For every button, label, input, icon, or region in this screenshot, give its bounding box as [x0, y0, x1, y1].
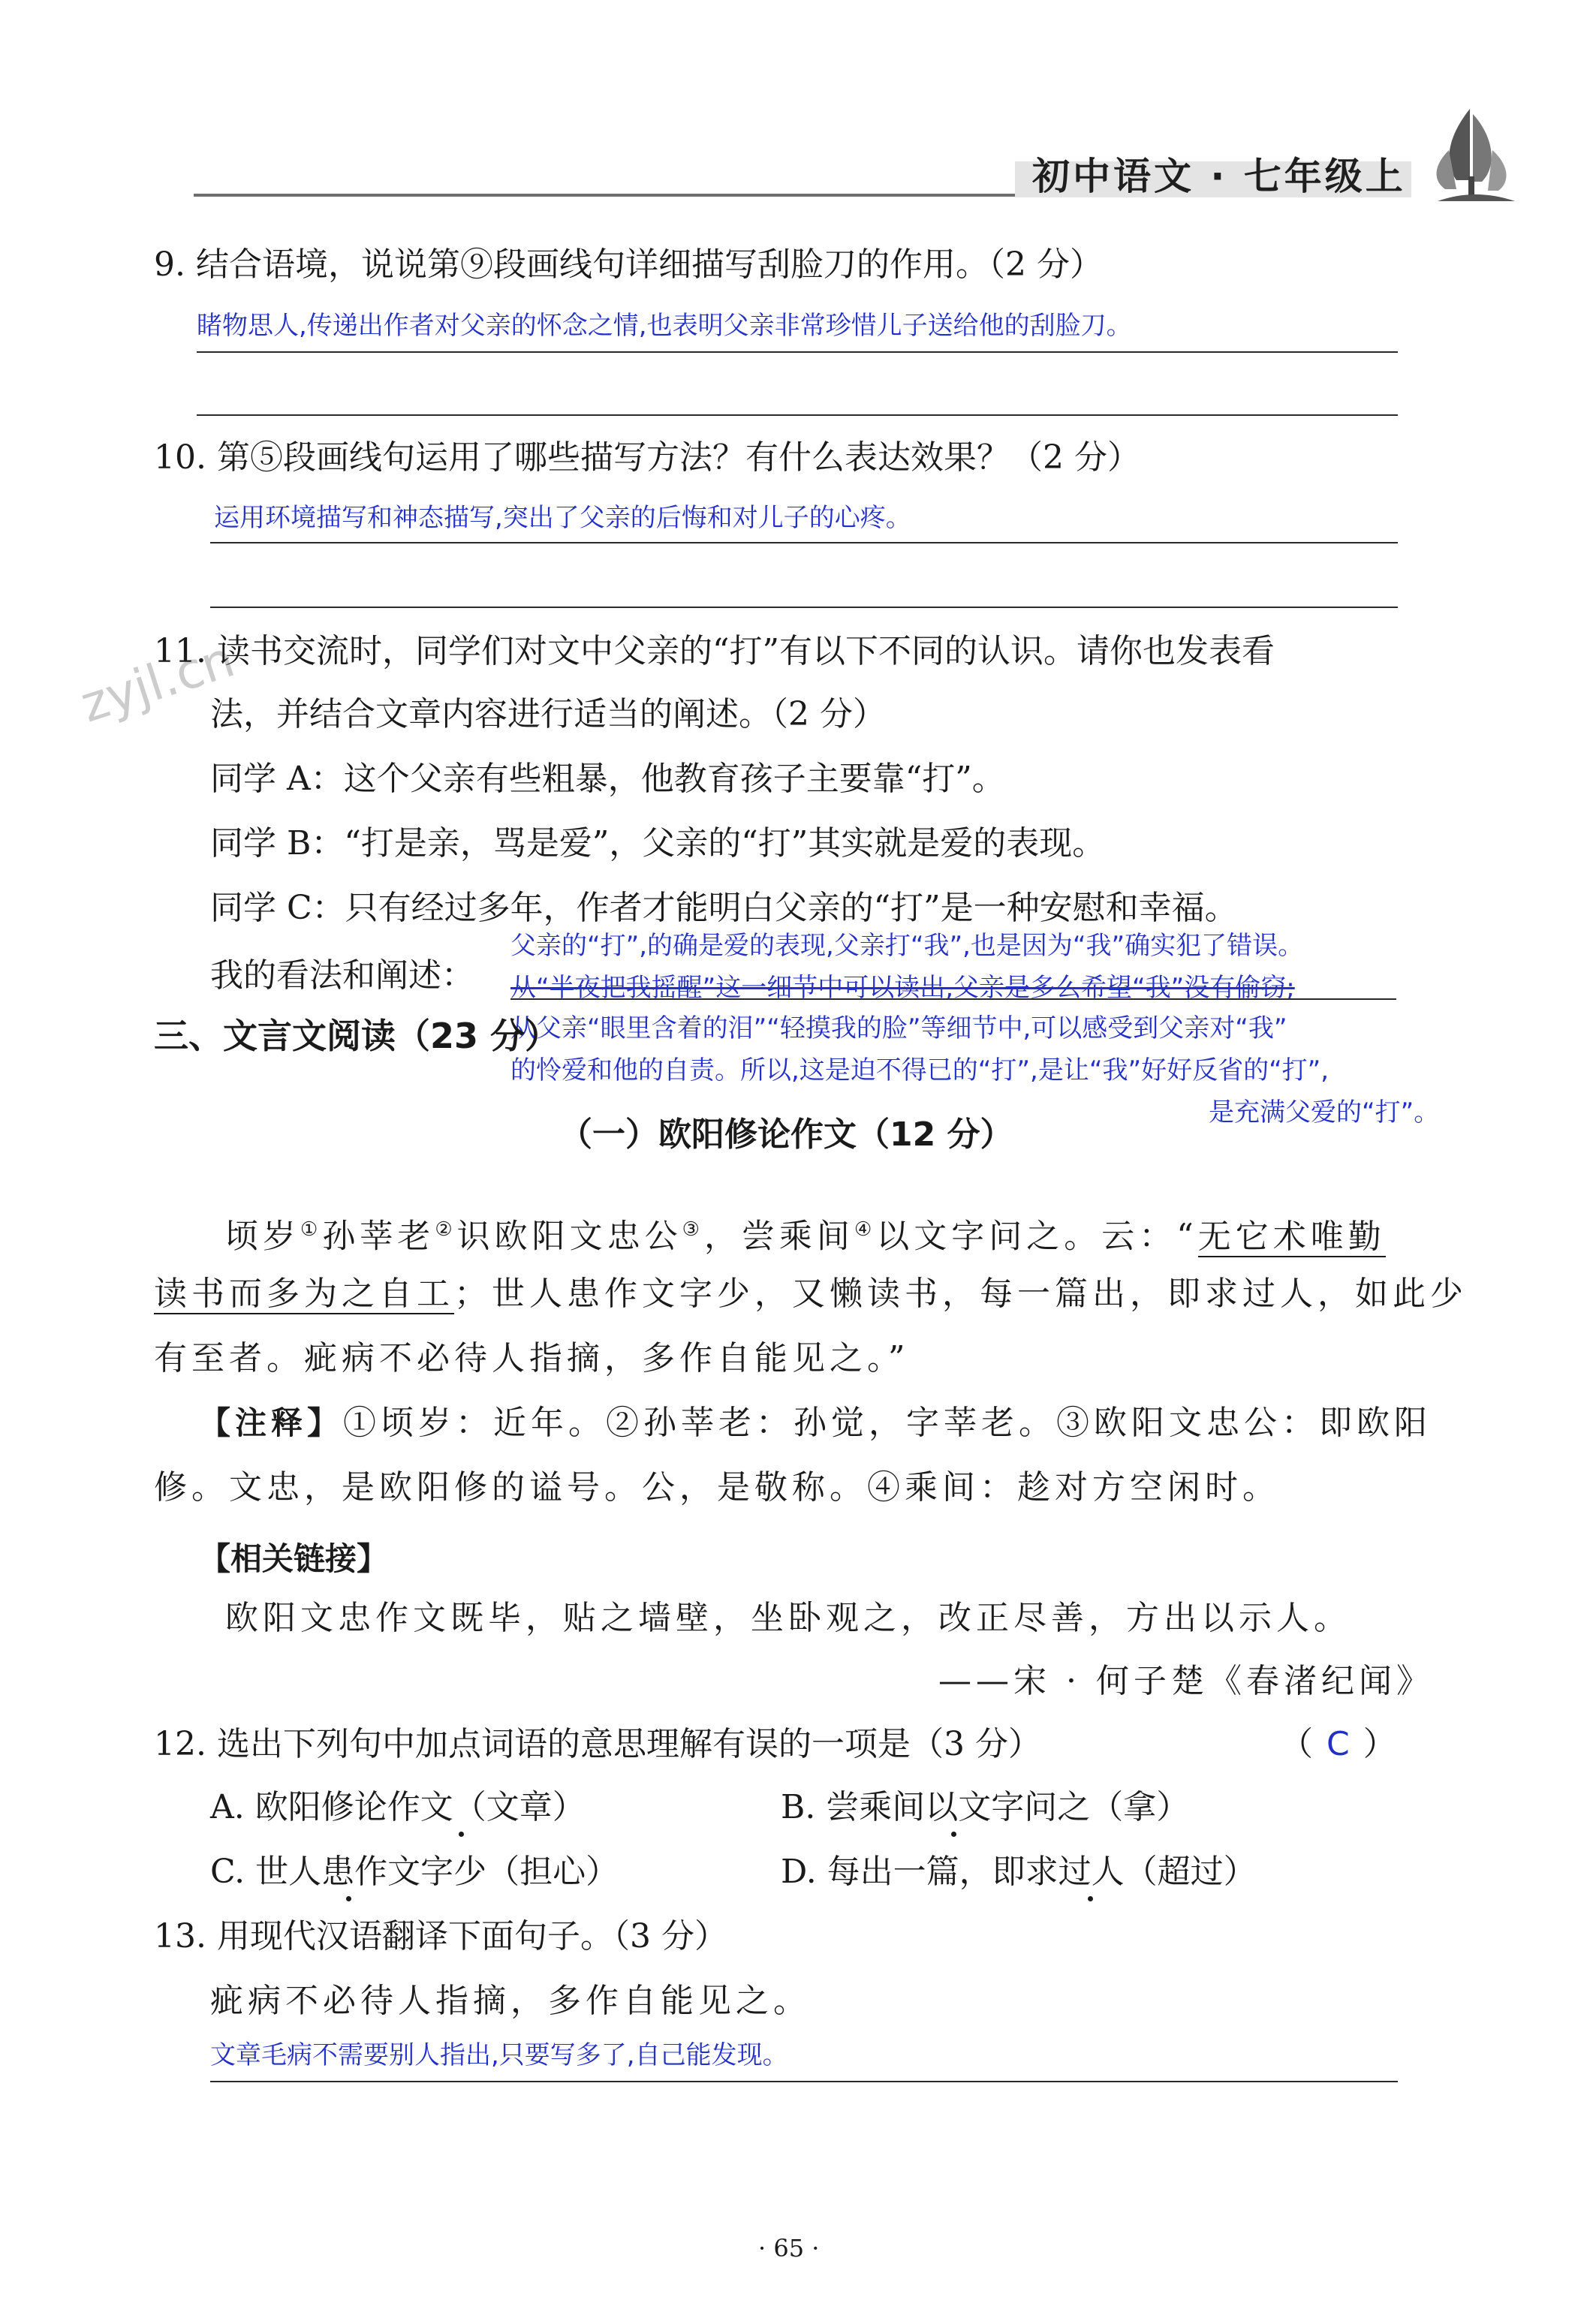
related-source: ——宋 · 何子楚《春渚纪闻》 — [938, 1662, 1434, 1700]
underlined-sentence: 无它术唯勤 — [1197, 1217, 1386, 1256]
passage-text: 以文字问之。云：“ — [876, 1217, 1198, 1256]
question-11-answer-line: 从父亲“眼里含着的泪”“轻摸我的脸”等细节中,可以感受到父亲对“我” — [510, 1013, 1287, 1043]
related-label: 【相关链接】 — [199, 1540, 389, 1577]
passage-line-1 — [225, 1209, 1386, 1258]
page-number: · 65 · — [758, 2234, 820, 2262]
question-11-answer-line: 父亲的“打”,的确是爱的表现,父亲打“我”,也是因为“我”确实犯了错误。 — [510, 931, 1304, 961]
translation-sentence: 疵病不必待人指摘，多作自能见之。 — [210, 1982, 811, 2020]
question-9-answer: 睹物思人,传递出作者对父亲的怀念之情,也表明父亲非常珍惜儿子送给他的刮脸刀。 — [197, 311, 1132, 341]
underlined-sentence: 读书而多为之自工 — [154, 1275, 454, 1313]
my-view-label: 我的看法和阐述： — [210, 956, 474, 995]
passage-text: 顷岁 — [225, 1217, 300, 1256]
paren-open: （ — [1280, 1725, 1313, 1763]
question-11-answer-line: 是充满父爱的“打”。 — [1209, 1097, 1440, 1127]
passage-line-3: 有至者。疵病不必待人指摘，多作自能见之。” — [154, 1339, 910, 1377]
footnote-marker: ② — [435, 1218, 457, 1241]
passage-text: 孙莘老 — [322, 1217, 435, 1256]
passage-text: ；世人患作文字少，又懒读书，每一篇出，即求过人，如此少 — [454, 1275, 1468, 1313]
question-11-answer-line: 从“半夜把我摇醒”这一细节中可以读出,父亲是多么希望“我”没有偷窃; — [510, 973, 1295, 1003]
answer-bracket — [1280, 1723, 1396, 1766]
student-a-view: 同学 A：这个父亲有些粗暴，他教育孩子主要靠“打”。 — [210, 760, 1005, 798]
footnote-marker: ③ — [682, 1218, 704, 1241]
answer-line — [197, 414, 1398, 416]
notes-line-1 — [199, 1402, 1432, 1444]
student-c-view: 同学 C：只有经过多年，作者才能明白父亲的“打”是一种安慰和幸福。 — [210, 889, 1238, 927]
notes-text: ①顷岁：近年。②孙莘老：孙觉，字莘老。③欧阳文忠公：即欧阳 — [343, 1404, 1432, 1442]
answer-line — [197, 351, 1398, 353]
header-title: 初中语文 · 七年级上 — [1032, 155, 1406, 198]
emphasis-dot — [1088, 1896, 1093, 1901]
notes-line-2: 修。文忠，是欧阳修的谥号。公，是敬称。④乘间：趁对方空闲时。 — [154, 1468, 1280, 1507]
emphasis-dot — [951, 1832, 956, 1837]
question-13-answer: 文章毛病不需要别人指出,只要写多了,自己能发现。 — [210, 2040, 788, 2070]
question-10-answer: 运用环境描写和神态描写,突出了父亲的后悔和对儿子的心疼。 — [214, 503, 911, 533]
paren-close: ） — [1363, 1725, 1396, 1763]
emphasis-dot — [459, 1832, 464, 1837]
question-12-prompt: 12. 选出下列句中加点词语的意思理解有误的一项是（3 分） — [154, 1725, 1041, 1763]
answer-line — [210, 2081, 1398, 2082]
question-11-answer-line: 的怜爱和他的自责。所以,这是迫不得已的“打”,是让“我”好好反省的“打”, — [510, 1055, 1329, 1085]
footnote-marker: ④ — [854, 1218, 877, 1241]
question-13-prompt: 13. 用现代汉语翻译下面句子。（3 分） — [154, 1917, 727, 1955]
answer-line — [210, 542, 1398, 543]
passage-title: （一）欧阳修论作文（12 分） — [559, 1115, 1013, 1154]
emphasis-dot — [346, 1896, 351, 1901]
question-12-answer: C — [1326, 1725, 1350, 1763]
answer-line — [510, 998, 1396, 1000]
question-9-prompt: 9. 结合语境，说说第⑨段画线句详细描写刮脸刀的作用。（2 分） — [154, 245, 1103, 284]
passage-text: ，尝乘间 — [703, 1217, 854, 1256]
option-a: A. 欧阳修论作文（文章） — [210, 1788, 586, 1826]
option-b: B. 尝乘间以文字问之（拿） — [781, 1788, 1190, 1826]
watermark: zyjl.cn — [74, 630, 242, 734]
passage-text: 识欧阳文忠公 — [456, 1217, 682, 1256]
tree-logo-icon — [1426, 105, 1524, 206]
question-11-prompt-line-2: 法，并结合文章内容进行适当的阐述。（2 分） — [210, 695, 886, 733]
notes-label: 【注释】 — [199, 1404, 344, 1441]
option-c: C. 世人患作文字少（担心） — [210, 1853, 619, 1891]
section-title: 三、文言文阅读（23 分） — [154, 1016, 560, 1056]
student-b-view: 同学 B：“打是亲，骂是爱”，父亲的“打”其实就是爱的表现。 — [210, 824, 1106, 862]
related-text: 欧阳文忠作文既毕，贴之墙壁，坐卧观之，改正尽善，方出以示人。 — [225, 1599, 1351, 1637]
answer-line — [210, 607, 1398, 608]
question-10-prompt: 10. 第⑤段画线句运用了哪些描写方法？有什么表达效果？（2 分） — [154, 438, 1140, 477]
footnote-marker: ① — [300, 1218, 323, 1241]
option-d: D. 每出一篇，即求过人（超过） — [781, 1853, 1257, 1891]
passage-line-2 — [154, 1273, 1468, 1315]
question-11-prompt-line-1: 11. 读书交流时，同学们对文中父亲的“打”有以下不同的认识。请你也发表看 — [154, 632, 1275, 670]
